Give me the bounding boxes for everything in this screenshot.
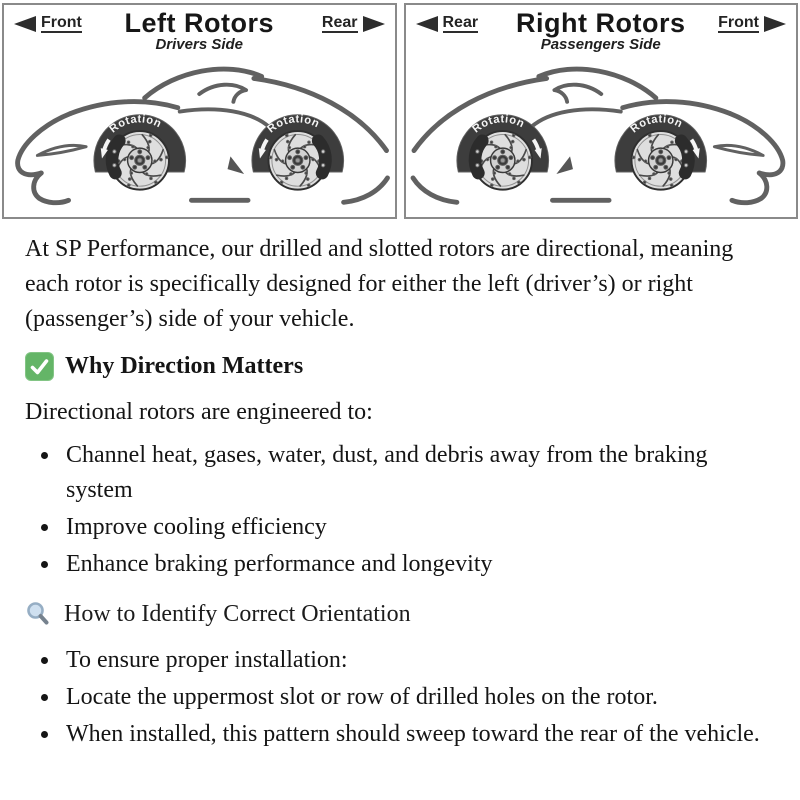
arrow-right-icon	[363, 16, 385, 32]
section-heading-identify-orientation	[25, 597, 775, 632]
section-heading-text: Why Direction Matters	[65, 353, 304, 379]
rotation-label: Rotation	[265, 113, 322, 136]
rear-direction-label: Rear	[321, 14, 358, 31]
panel-header	[4, 5, 395, 55]
list-item: • Channel heat, gases, water, dust, and debris away from the braking system	[61, 438, 775, 508]
rear-direction-label: Rear	[442, 14, 479, 31]
orientation-steps-list	[25, 643, 775, 752]
diagram-panel-right-rotors	[404, 3, 799, 219]
panel-title: Left Rotors	[124, 8, 274, 38]
panel-title: Right Rotors	[516, 8, 686, 38]
list-item: • When installed, this pattern should sweep toward the rear of the vehicle.	[61, 717, 775, 752]
rotation-label: Rotation	[627, 113, 684, 136]
section-heading-why-direction-matters	[25, 349, 775, 384]
car-illustration-right-side	[406, 55, 797, 213]
rotor-direction-diagram	[0, 0, 800, 219]
panel-subtitle: Passengers Side	[540, 36, 661, 53]
list-item: • Enhance braking performance and longevity	[61, 547, 775, 582]
diagram-panel-left-rotors	[2, 3, 397, 219]
list-item: • Locate the uppermost slot or row of drilled holes on the rotor.	[61, 680, 775, 715]
lead-sentence: Directional rotors are engineered to:	[25, 399, 373, 425]
panel-header	[406, 5, 797, 55]
list-item: • To ensure proper installation:	[61, 643, 775, 678]
magnifying-glass-icon	[25, 601, 52, 628]
white-check-mark-icon	[25, 352, 54, 381]
rotation-label: Rotation	[107, 113, 164, 136]
list-item: • Improve cooling efficiency	[61, 510, 775, 545]
panel-subtitle: Drivers Side	[155, 36, 244, 53]
front-direction-label: Front	[41, 14, 82, 31]
section-heading-text: How to Identify Correct Orientation	[64, 601, 411, 627]
intro-paragraph: At SP Performance, our drilled and slotted rotors are directional, meaning each rotor is specifically designed for either the left (driver’s) or right (passenger’s) side of your vehicle.	[25, 236, 734, 332]
car-illustration-left-side	[4, 55, 395, 213]
arrow-right-icon	[764, 16, 786, 32]
front-direction-label: Front	[718, 14, 759, 31]
article-body	[0, 232, 800, 752]
benefits-list	[25, 438, 775, 582]
rotation-label: Rotation	[469, 113, 526, 136]
